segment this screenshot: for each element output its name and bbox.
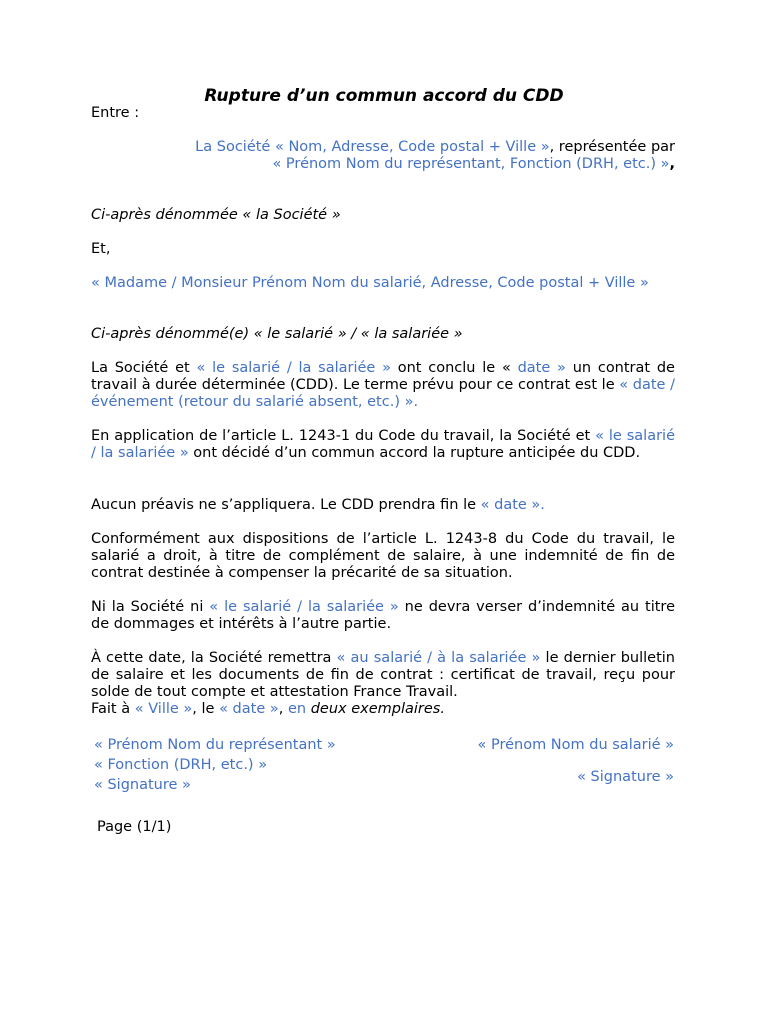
paragraph-contract (91, 360, 675, 411)
para3-date-placeholder: « date ». (480, 497, 545, 513)
para2-text-1: En application de l’article L. 1243-1 du Code du travail, la Société et (91, 428, 596, 444)
representative-function-placeholder: « Fonction (DRH, etc.) » (94, 757, 268, 773)
paragraph-documents (91, 650, 675, 701)
company-block (91, 139, 675, 173)
para1-text-1: La Société et (91, 360, 197, 376)
fait-text-2: , le (192, 701, 220, 717)
para1-text-3: un contrat de travail à durée déterminée (CDD). Le terme prévu pour ce contrat est le (91, 360, 675, 393)
employee-placeholder: « Madame / Monsieur Prénom Nom du salarié, Adresse, Code postal + Ville » (91, 275, 649, 291)
company-name-placeholder: La Société « Nom, Adresse, Code postal + Ville » (195, 139, 550, 155)
fait-line (91, 701, 675, 718)
page-number: Page (1/1) (97, 819, 172, 835)
paragraph-preavis (91, 497, 675, 514)
para2-text-2: ont décidé d’un commun accord la rupture anticipée du CDD. (188, 445, 641, 461)
fait-en: en (287, 701, 307, 717)
employee-name-placeholder: « Prénom Nom du salarié » (477, 737, 674, 753)
et-label: Et, (91, 241, 111, 257)
company-comma: , (669, 156, 675, 172)
paragraph-indemnite: Conformément aux dispositions de l’article L. 1243-8 du Code du travail, le salarié a droit, à titre de complément de salaire, à une indemnité de fin de contrat destinée à compenser la précarité de sa situation. (91, 531, 675, 581)
paragraph-dommages (91, 599, 675, 633)
ci-apres-societe: Ci-après dénommée « la Société » (91, 207, 341, 223)
fait-exemplaires: deux exemplaires. (310, 701, 445, 717)
signature-left-block (94, 735, 336, 795)
para1-date-placeholder: date » (517, 360, 566, 376)
fait-text-3: , (278, 701, 288, 717)
para6-text-2: le dernier bulletin de salaire et les documents de fin de contrat : certificat de travail, reçu pour solde de tout compte et attestation France Travail. (91, 650, 675, 700)
fait-text-1: Fait à (91, 701, 135, 717)
signature-right-block (477, 735, 674, 787)
para3-text-1: Aucun préavis ne s’appliquera. Le CDD prendra fin le (91, 497, 481, 513)
fait-date-placeholder: « date » (219, 701, 279, 717)
para5-text-1: Ni la Société ni (91, 599, 210, 615)
entre-label: Entre : (91, 105, 140, 121)
para1-text-2: ont conclu le « (390, 360, 518, 376)
represented-by-text: , représentée par (549, 139, 675, 155)
document-title: Rupture d’un commun accord du CDD (204, 86, 564, 106)
representative-signature-placeholder: « Signature » (94, 777, 191, 793)
paragraph-application (91, 428, 675, 462)
para6-text-1: À cette date, la Société remettra (91, 650, 337, 666)
para2-employee-placeholder: « le salarié / la salariée » (91, 428, 675, 461)
para1-employee-placeholder: « le salarié / la salariée » (196, 360, 391, 376)
employee-signature-placeholder: « Signature » (577, 769, 674, 785)
para1-term-placeholder: « date / événement (retour du salarié absent, etc.) ». (91, 377, 675, 410)
fait-city-placeholder: « Ville » (134, 701, 193, 717)
para6-employee-placeholder: « au salarié / à la salariée » (336, 650, 541, 666)
representative-name-placeholder: « Prénom Nom du représentant » (94, 737, 336, 753)
ci-apres-salarie: Ci-après dénommé(e) « le salarié » / « la salariée » (91, 326, 463, 342)
para5-text-2: ne devra verser d’indemnité au titre de dommages et intérêts à l’autre partie. (91, 599, 675, 632)
para5-employee-placeholder: « le salarié / la salariée » (209, 599, 399, 615)
representative-placeholder: « Prénom Nom du représentant, Fonction (DRH, etc.) » (272, 156, 670, 172)
